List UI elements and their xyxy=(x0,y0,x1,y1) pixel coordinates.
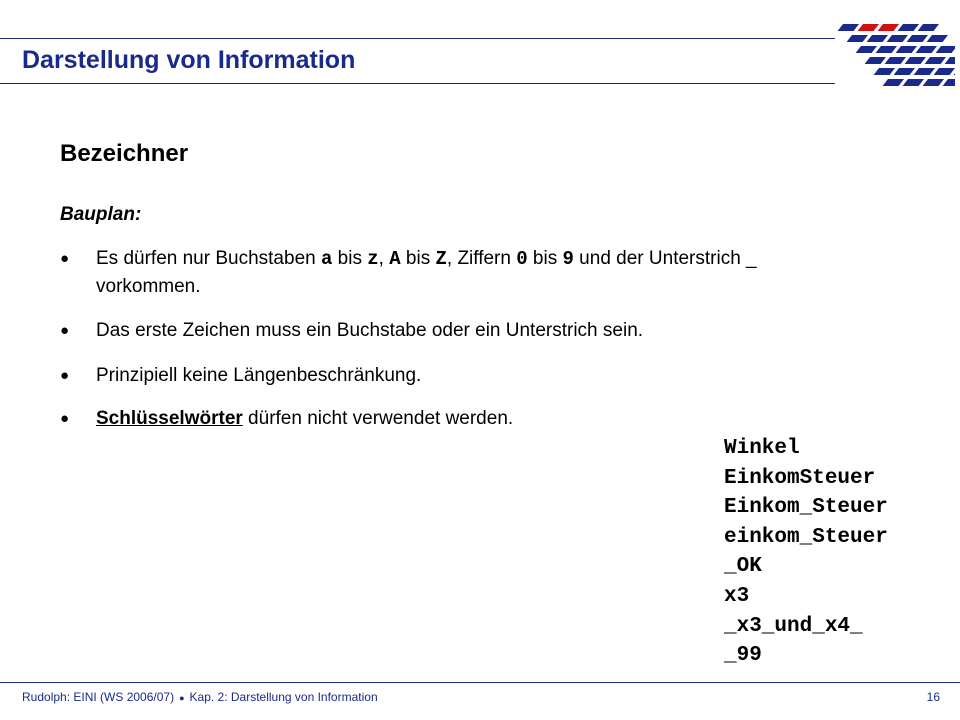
section-title: Bezeichner xyxy=(60,140,189,167)
bullet-text: Schlüsselwörter dürfen nicht verwendet werden. xyxy=(96,408,514,429)
bullet-marker: ● xyxy=(60,367,70,384)
logo-tile xyxy=(907,35,928,42)
example-identifier: x3 xyxy=(724,584,750,608)
logo-tile xyxy=(905,57,926,64)
example-identifier: EinkomSteuer xyxy=(724,466,876,490)
footer-info xyxy=(22,690,378,704)
logo-tile-red xyxy=(858,24,879,31)
header-bottom-rule xyxy=(0,83,835,84)
logo-tile xyxy=(885,57,906,64)
footer-chapter: Kap. 2: Darstellung von Information xyxy=(189,690,378,704)
example-identifier: einkom_Steuer xyxy=(724,525,888,549)
example-identifier: _x3_und_x4_ xyxy=(724,614,863,638)
logo-tile xyxy=(927,35,948,42)
slide-title: Darstellung von Information xyxy=(22,46,356,74)
footer-course: Rudolph: EINI (WS 2006/07) xyxy=(22,690,175,704)
bullet-text: Es dürfen nur Buchstaben a bis z, A bis Z, Ziffern 0 bis 9 und der Unterstrich _ vorkommen. xyxy=(96,248,757,297)
example-identifier: Einkom_Steuer xyxy=(724,496,888,520)
logo-tile xyxy=(896,46,917,53)
university-logo-icon xyxy=(825,18,955,90)
bullet-text: Prinzipiell keine Längenbeschränkung. xyxy=(96,365,422,386)
footer-separator: ● xyxy=(179,693,185,703)
bullet-marker: ● xyxy=(60,410,70,427)
logo-tile xyxy=(903,79,924,86)
bullet-allowed-characters xyxy=(60,245,850,305)
logo-tile xyxy=(838,24,859,31)
page-number: 16 xyxy=(926,690,940,704)
bullet-text: Das erste Zeichen muss ein Buchstabe oder ein Unterstrich sein. xyxy=(96,320,644,341)
logo-tile xyxy=(916,46,937,53)
header-top-rule xyxy=(0,38,835,39)
bauplan-subheading: Bauplan: xyxy=(60,204,142,225)
logo-tile xyxy=(876,46,897,53)
logo-tile xyxy=(925,57,946,64)
logo-tile xyxy=(898,24,919,31)
logo-tile xyxy=(867,35,888,42)
example-identifier: _OK xyxy=(724,555,762,579)
logo-tile xyxy=(865,57,886,64)
logo-tile xyxy=(847,35,868,42)
footer-rule xyxy=(0,682,960,683)
logo-tile xyxy=(856,46,877,53)
logo-tile xyxy=(934,68,955,75)
logo-tile xyxy=(914,68,935,75)
logo-tile xyxy=(945,57,955,64)
logo-tile xyxy=(894,68,915,75)
keyword-link[interactable]: Schlüsselwörter xyxy=(96,408,243,429)
logo-tile xyxy=(943,79,955,86)
example-identifier: Winkel xyxy=(724,437,800,460)
logo-tile xyxy=(883,79,904,86)
logo-tile xyxy=(887,35,908,42)
identifier-examples xyxy=(724,434,888,671)
bullet-marker: ● xyxy=(60,250,70,267)
logo-tile xyxy=(874,68,895,75)
logo-tile-red xyxy=(878,24,899,31)
logo-tile xyxy=(936,46,955,53)
logo-tile xyxy=(923,79,944,86)
example-identifier: _99 xyxy=(724,644,762,668)
bullet-marker: ● xyxy=(60,322,70,339)
logo-tile xyxy=(918,24,939,31)
